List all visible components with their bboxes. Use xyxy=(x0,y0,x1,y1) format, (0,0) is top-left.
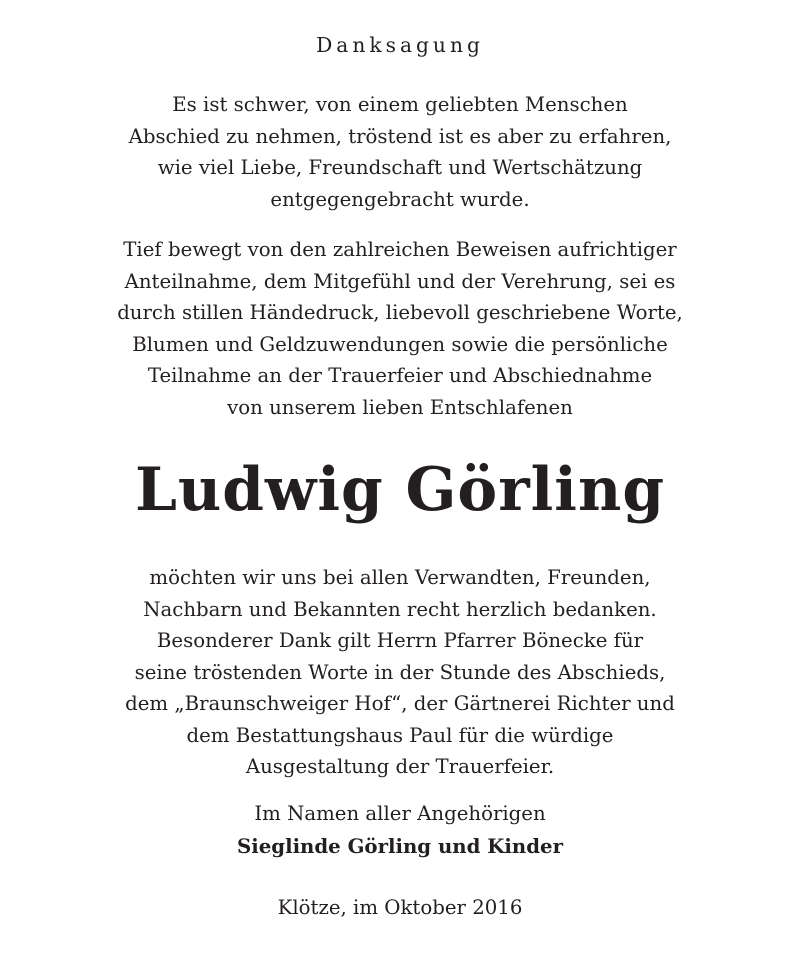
notice-heading xyxy=(0,30,800,60)
text-line: Besonderer Dank gilt Herrn Pfarrer Bönecke für xyxy=(156,629,644,652)
signature-intro xyxy=(0,798,800,830)
deceased-name-text: Ludwig Görling xyxy=(134,455,666,525)
place-date-text: Klötze, im Oktober 2016 xyxy=(277,896,523,919)
text-line: Teilnahme an der Trauerfeier und Abschiednahme xyxy=(147,364,653,387)
signature-name xyxy=(0,831,800,863)
text-line: Abschied zu nehmen, tröstend ist es aber zu erfahren, xyxy=(128,124,672,148)
heading-text: Danksagung xyxy=(316,33,484,57)
place-date xyxy=(0,892,800,924)
text-line: Tief bewegt von den zahlreichen Beweisen aufrichtiger xyxy=(123,238,677,261)
text-line: entgegengebracht wurde. xyxy=(270,187,530,211)
text-line: möchten wir uns bei allen Verwandten, Freunden, xyxy=(149,566,651,589)
text-line: durch stillen Händedruck, liebevoll geschriebene Worte, xyxy=(117,301,683,324)
text-line: Anteilnahme, dem Mitgefühl und der Verehrung, sei es xyxy=(124,269,676,293)
gratitude-paragraph xyxy=(0,562,800,783)
text-line: wie viel Liebe, Freundschaft und Wertschätzung xyxy=(157,156,643,179)
signature-intro-text: Im Namen aller Angehörigen xyxy=(254,802,546,825)
text-line: seine tröstenden Worte in der Stunde des Abschieds, xyxy=(134,660,666,684)
signature-name-text: Sieglinde Görling und Kinder xyxy=(237,834,563,858)
text-line: Es ist schwer, von einem geliebten Menschen xyxy=(172,93,628,116)
text-line: von unserem lieben Entschlafenen xyxy=(227,395,573,419)
text-line: Ausgestaltung der Trauerfeier. xyxy=(245,755,555,778)
thanks-paragraph xyxy=(0,234,800,423)
text-line: dem „Braunschweiger Hof“, der Gärtnerei Richter und xyxy=(125,692,675,715)
text-line: Blumen und Geldzuwendungen sowie die persönliche xyxy=(132,332,668,356)
intro-paragraph xyxy=(0,89,800,215)
text-line: Nachbarn und Bekannten recht herzlich bedanken. xyxy=(143,597,657,621)
deceased-name xyxy=(0,452,800,528)
text-line: dem Bestattungshaus Paul für die würdige xyxy=(186,723,614,747)
